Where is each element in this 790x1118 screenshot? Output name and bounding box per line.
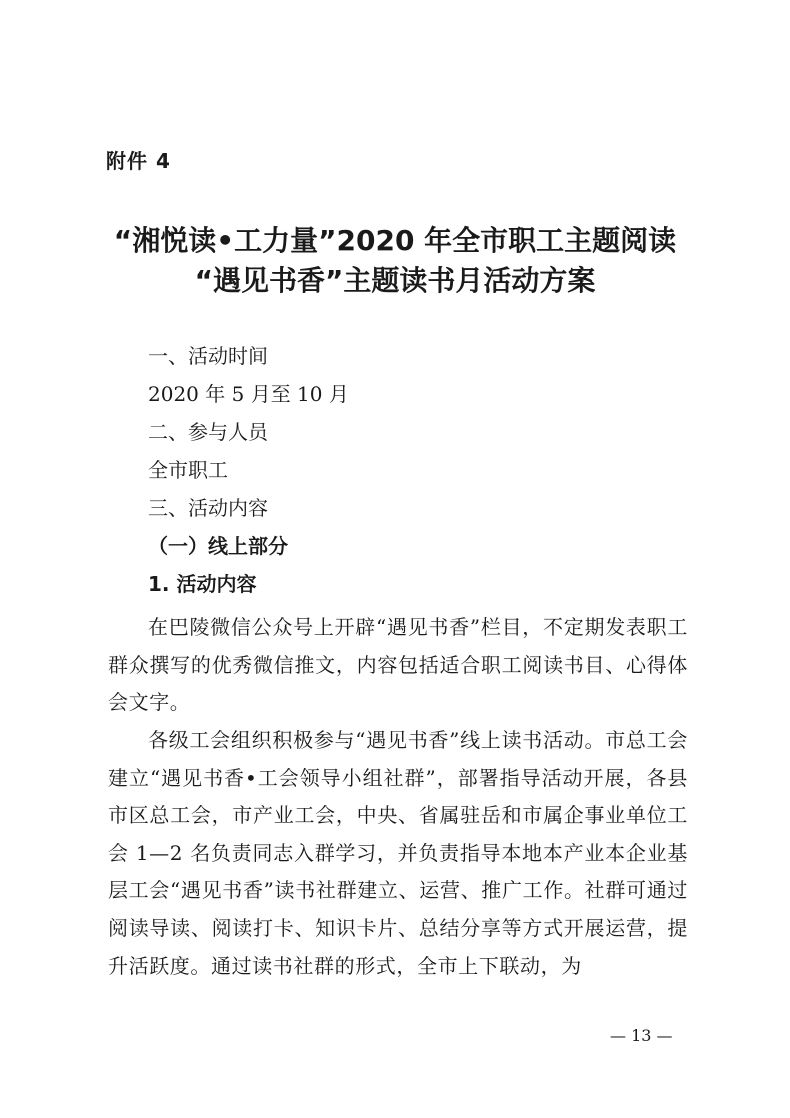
section-text-time: 2020 年 5 月至 10 月 [148, 382, 349, 406]
section-heading-time: 一、活动时间 [148, 344, 268, 368]
body-paragraph-2: 各级工会组织积极参与“遇见书香”线上读书活动。市总工会建立“遇见书香•工会领导小组社群”，部署指导活动开展，各县市区总工会，市产业工会，中央、省属驻岳和市属企事业单位工会 1—2 名负责同志入群学习，并负责指导本地本产业本企业基层工会“遇见书香”读书社群建立、运营、推广工作。社群可通过阅读导读、阅读打卡、知识卡片、总结分享等方式开展运营，提升活跃度。通过读书社群的形式，全市上下联动，为 [108, 728, 688, 978]
document-title-line-1: “湘悦读•工力量”2020 年全市职工主题阅读 [113, 224, 677, 257]
body-paragraph-1: 在巴陵微信公众号上开辟“遇见书香”栏目，不定期发表职工群众撰写的优秀微信推文，内容包括适合职工阅读书目、心得体会文字。 [108, 615, 688, 715]
document-title-line-2: “遇见书香”主题读书月活动方案 [194, 264, 596, 297]
subsection-heading-online: （一）线上部分 [148, 534, 288, 558]
section-heading-participants: 二、参与人员 [148, 420, 268, 444]
subsection-item-content: 1. 活动内容 [148, 572, 257, 596]
section-text-participants: 全市职工 [148, 458, 228, 482]
section-heading-content: 三、活动内容 [148, 496, 268, 520]
attachment-label: 附件 4 [106, 149, 171, 173]
page-number: — 13 — [610, 1026, 673, 1045]
